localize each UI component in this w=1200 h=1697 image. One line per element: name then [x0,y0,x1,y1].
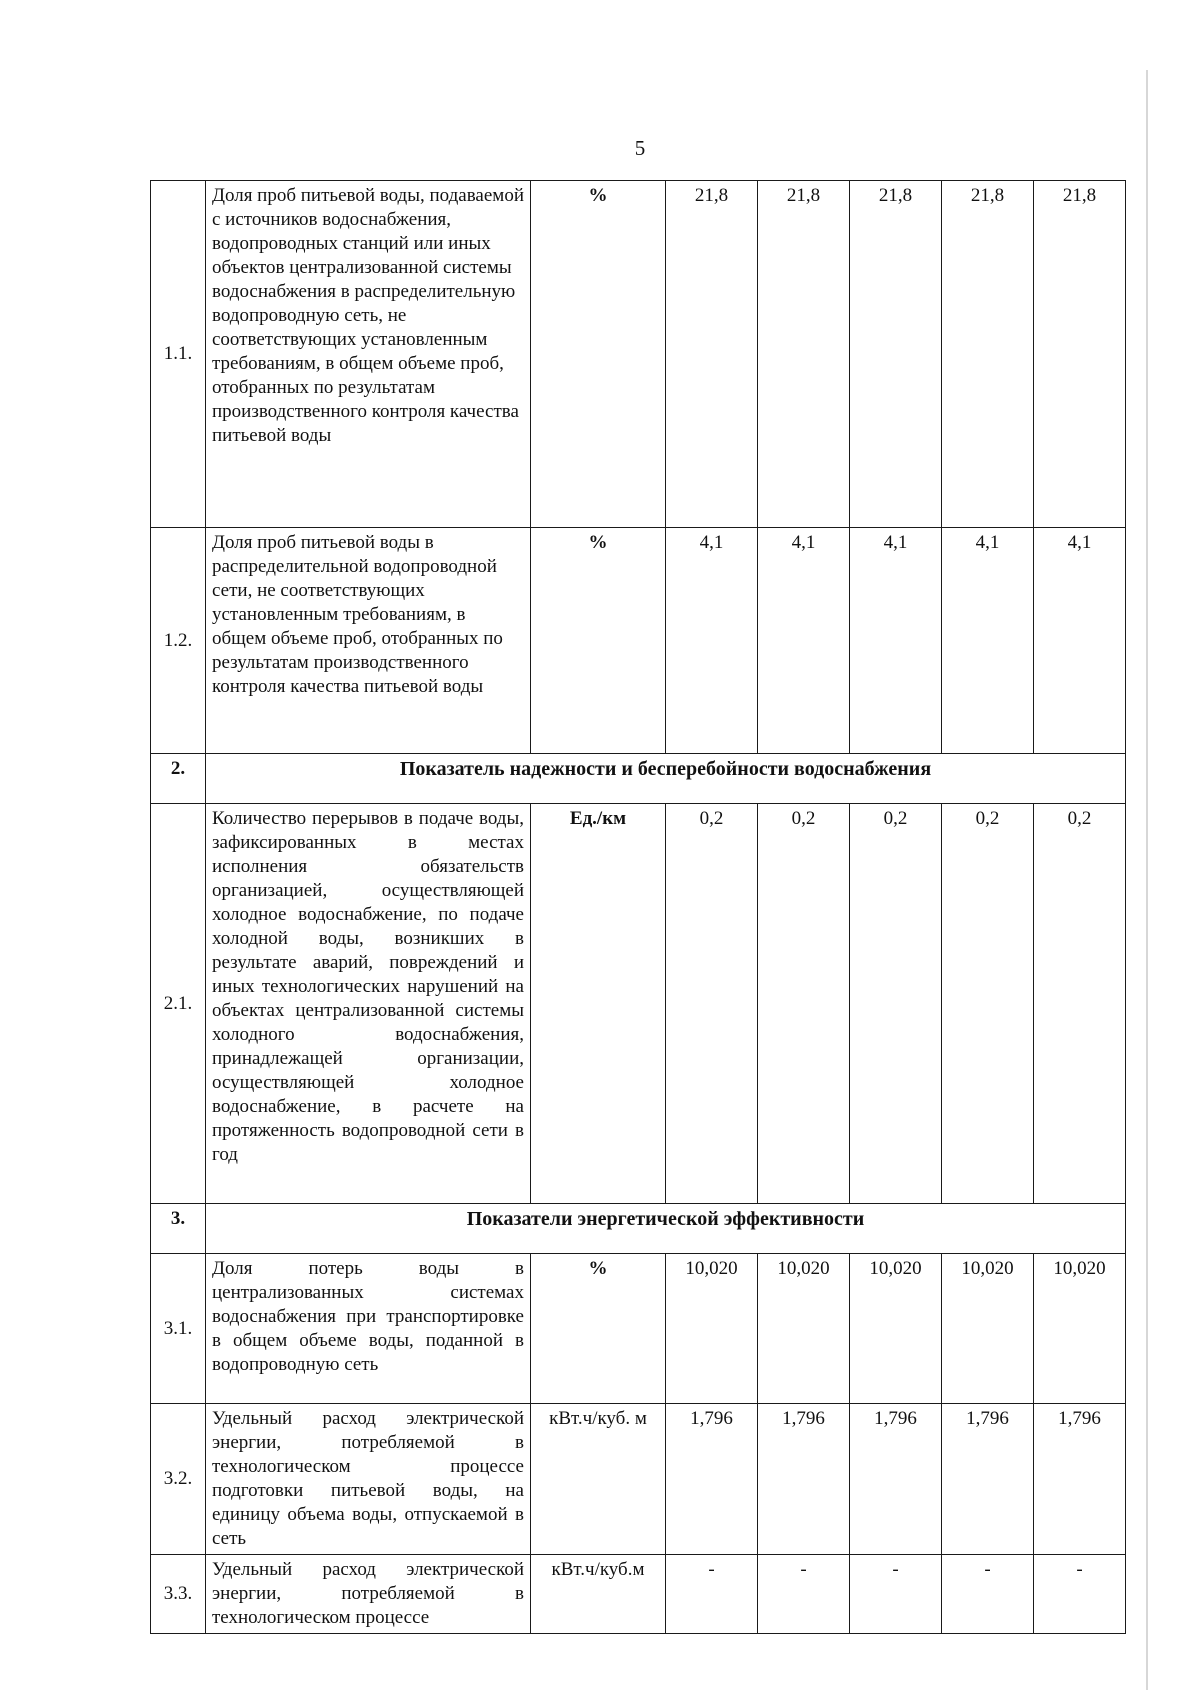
section-row [151,1204,1126,1254]
row-number: 3.1. [151,1254,206,1404]
value-cell: 10,020 [850,1254,942,1404]
value-cell: 1,796 [758,1404,850,1555]
value-cell: 4,1 [1034,528,1126,754]
value-cell: 4,1 [758,528,850,754]
value-cell: - [1034,1555,1126,1634]
table-row [151,1254,1126,1404]
row-number: 3.3. [151,1555,206,1634]
row-number: 3.2. [151,1404,206,1555]
value-cell: 10,020 [942,1254,1034,1404]
value-cell: 0,2 [666,804,758,1204]
value-cell: 4,1 [850,528,942,754]
table-row [151,528,1126,754]
value-cell: - [850,1555,942,1634]
section-title: Показатели энергетической эффективности [206,1204,1126,1254]
value-cell: 21,8 [758,181,850,528]
value-cell: 21,8 [1034,181,1126,528]
indicator-description: Доля проб питьевой воды, подаваемой с источников водоснабжения, водопроводных станций или иных объектов централизованной системы водоснабжения в распределительную водопроводную сеть, не соответствующих установленным требованиям, в общем объеме проб, отобранных по результатам производственного контроля качества питьевой воды [206,181,531,528]
indicator-description: Доля проб питьевой воды в распределительной водопроводной сети, не соответствующих установленным требованиям, в общем объеме проб, отобранных по результатам производственного контроля качества питьевой воды [206,528,531,754]
value-cell: 4,1 [666,528,758,754]
value-cell: 10,020 [1034,1254,1126,1404]
section-number: 2. [151,754,206,804]
indicator-description: Количество перерывов в подаче воды, зафиксированных в местах исполнения обязательств организацией, осуществляющей холодное водоснабжение, по подаче холодной воды, возникших в результате аварий, повреждений и иных технологических нарушений на объектах централизованной системы холодного водоснабжения, принадлежащей организации, осуществляющей холодное водоснабжение, в расчете на протяженность водопроводной сети в год [206,804,531,1204]
value-cell: 21,8 [666,181,758,528]
value-cell: 21,8 [942,181,1034,528]
indicator-description: Удельный расход электрической энергии, потребляемой в технологическом процессе [206,1555,531,1634]
unit-cell: % [531,528,666,754]
row-number: 1.2. [151,528,206,754]
table-row [151,1555,1126,1634]
value-cell: - [942,1555,1034,1634]
section-row [151,754,1126,804]
section-title: Показатель надежности и бесперебойности водоснабжения [206,754,1126,804]
scan-edge [1146,70,1148,1690]
value-cell: - [758,1555,850,1634]
unit-cell: % [531,1254,666,1404]
unit-cell: Ед./км [531,804,666,1204]
value-cell: 1,796 [942,1404,1034,1555]
value-cell: 10,020 [666,1254,758,1404]
indicators-table [150,180,1126,1634]
value-cell: 0,2 [758,804,850,1204]
value-cell: 10,020 [758,1254,850,1404]
section-number: 3. [151,1204,206,1254]
value-cell: 0,2 [850,804,942,1204]
row-number: 2.1. [151,804,206,1204]
unit-cell: кВт.ч/куб.м [531,1555,666,1634]
table-row [151,181,1126,528]
value-cell: 0,2 [1034,804,1126,1204]
unit-cell: % [531,181,666,528]
value-cell: 1,796 [850,1404,942,1555]
indicator-description: Доля потерь воды в централизованных системах водоснабжения при транспортировке в общем объеме воды, поданной в водопроводную сеть [206,1254,531,1404]
value-cell: 21,8 [850,181,942,528]
value-cell: - [666,1555,758,1634]
page-number: 5 [634,136,646,160]
unit-cell: кВт.ч/куб. м [531,1404,666,1555]
indicator-description: Удельный расход электрической энергии, потребляемой в технологическом процессе подготовки питьевой воды, на единицу объема воды, отпускаемой в сеть [206,1404,531,1555]
row-number: 1.1. [151,181,206,528]
table-row [151,1404,1126,1555]
value-cell: 0,2 [942,804,1034,1204]
value-cell: 1,796 [1034,1404,1126,1555]
table-row [151,804,1126,1204]
value-cell: 4,1 [942,528,1034,754]
value-cell: 1,796 [666,1404,758,1555]
